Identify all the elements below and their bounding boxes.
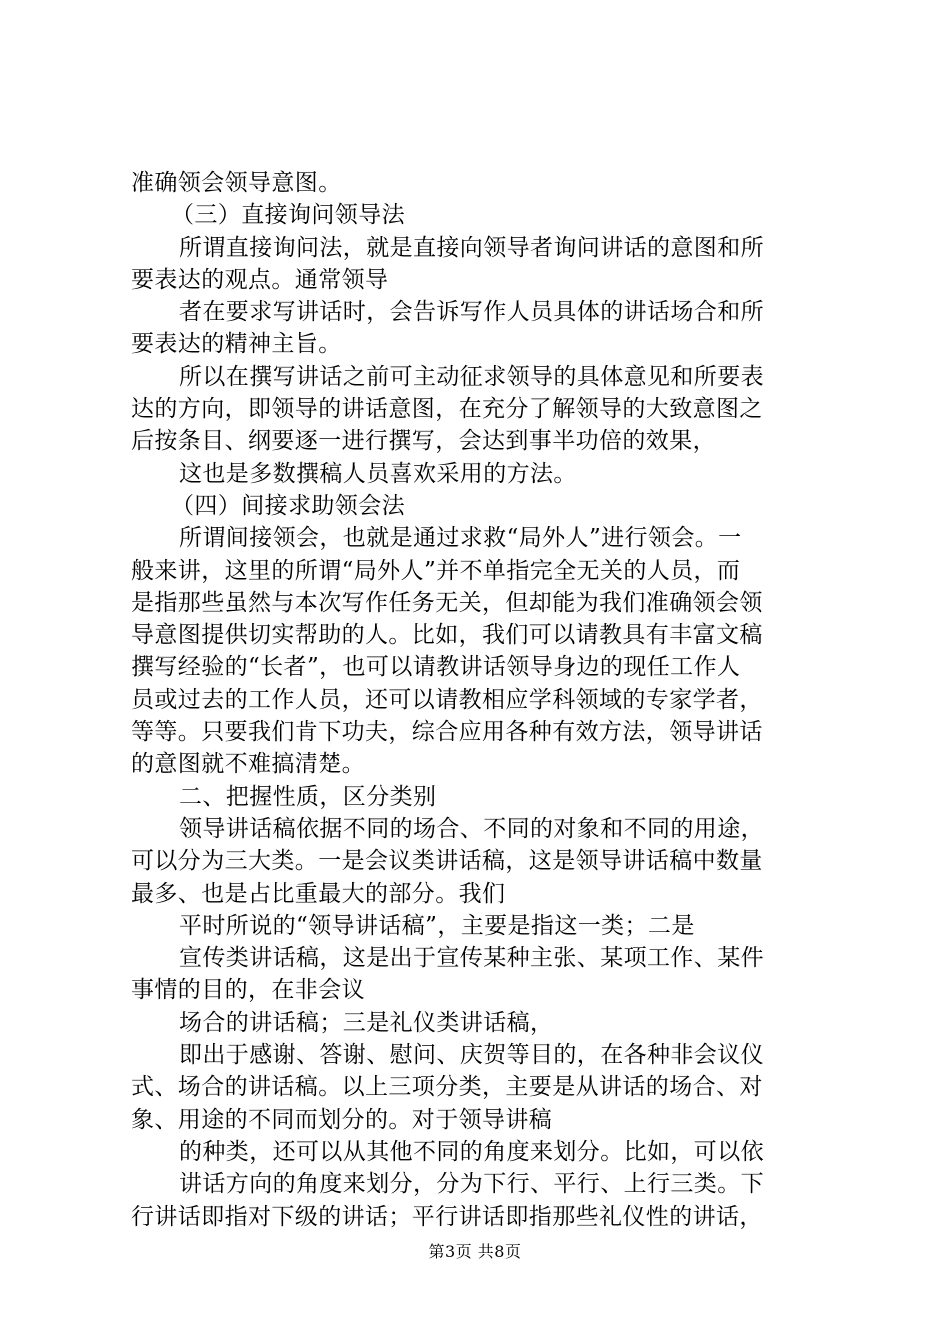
text-line: 即出于感谢、答谢、慰问、庆贺等目的，在各种非会议仪 bbox=[179, 1042, 764, 1069]
text-line: 事情的目的，在非会议 bbox=[131, 977, 365, 1004]
text-line: 行讲话即指对下级的讲话；平行讲话即指那些礼仪性的讲话， bbox=[131, 1203, 763, 1230]
text-line: 员或过去的工作人员，还可以请教相应学科领域的专家学者， bbox=[131, 686, 763, 713]
text-line: 导意图提供切实帮助的人。比如，我们可以请教具有丰富文稿 bbox=[131, 622, 763, 649]
section-heading: 二、把握性质，区分类别 bbox=[179, 783, 437, 810]
text-line: 最多、也是占比重最大的部分。我们 bbox=[131, 880, 506, 907]
text-line: 等等。只要我们肯下功夫，综合应用各种有效方法，领导讲话 bbox=[131, 719, 763, 746]
text-line: 般来讲，这里的所谓“局外人”并不单指完全无关的人员，而 bbox=[131, 557, 741, 584]
text-line: 要表达的观点。通常领导 bbox=[131, 266, 389, 293]
document-body bbox=[131, 167, 831, 1233]
text-line: 者在要求写讲话时，会告诉写作人员具体的讲话场合和所 bbox=[179, 299, 764, 326]
text-line: 象、用途的不同而划分的。对于领导讲稿 bbox=[131, 1106, 553, 1133]
text-line: 这也是多数撰稿人员喜欢采用的方法。 bbox=[179, 460, 577, 487]
text-line: 所谓间接领会，也就是通过求救“局外人”进行领会。一 bbox=[179, 525, 742, 552]
text-line: 场合的讲话稿；三是礼仪类讲话稿， bbox=[179, 1009, 554, 1036]
text-line: 后按条目、纲要逐一进行撰写，会达到事半功倍的效果， bbox=[131, 428, 716, 455]
text-line: 要表达的精神主旨。 bbox=[131, 331, 342, 358]
text-line: 所谓直接询问法，就是直接向领导者询问讲话的意图和所 bbox=[179, 234, 764, 261]
text-line: 是指那些虽然与本次写作任务无关，但却能为我们准确领会领 bbox=[131, 589, 763, 616]
text-line: 宣传类讲话稿，这是出于宣传某种主张、某项工作、某件 bbox=[179, 945, 764, 972]
text-line: 撰写经验的“长者”，也可以请教讲话领导身边的现任工作人 bbox=[131, 654, 741, 681]
text-line: 达的方向，即领导的讲话意图，在充分了解领导的大致意图之 bbox=[131, 396, 763, 423]
text-line: 平时所说的“领导讲话稿”，主要是指这一类；二是 bbox=[179, 912, 695, 939]
text-line: 可以分为三大类。一是会议类讲话稿，这是领导讲话稿中数量 bbox=[131, 848, 763, 875]
text-line: 准确领会领导意图。 bbox=[131, 170, 342, 196]
section-heading: （三）直接询问领导法 bbox=[171, 202, 405, 229]
section-heading: （四）间接求助领会法 bbox=[171, 492, 405, 519]
text-line: 讲话方向的角度来划分，分为下行、平行、上行三类。下 bbox=[179, 1171, 764, 1198]
text-line: 领导讲话稿依据不同的场合、不同的对象和不同的用途， bbox=[179, 815, 764, 842]
page-number: 第3页 共8页 bbox=[428, 1242, 522, 1261]
text-line: 所以在撰写讲话之前可主动征求领导的具体意见和所要表 bbox=[179, 363, 764, 390]
text-line: 的种类，还可以从其他不同的角度来划分。比如，可以依 bbox=[179, 1138, 764, 1165]
text-line: 的意图就不难搞清楚。 bbox=[131, 751, 365, 778]
text-line: 式、场合的讲话稿。以上三项分类，主要是从讲话的场合、对 bbox=[131, 1074, 763, 1101]
